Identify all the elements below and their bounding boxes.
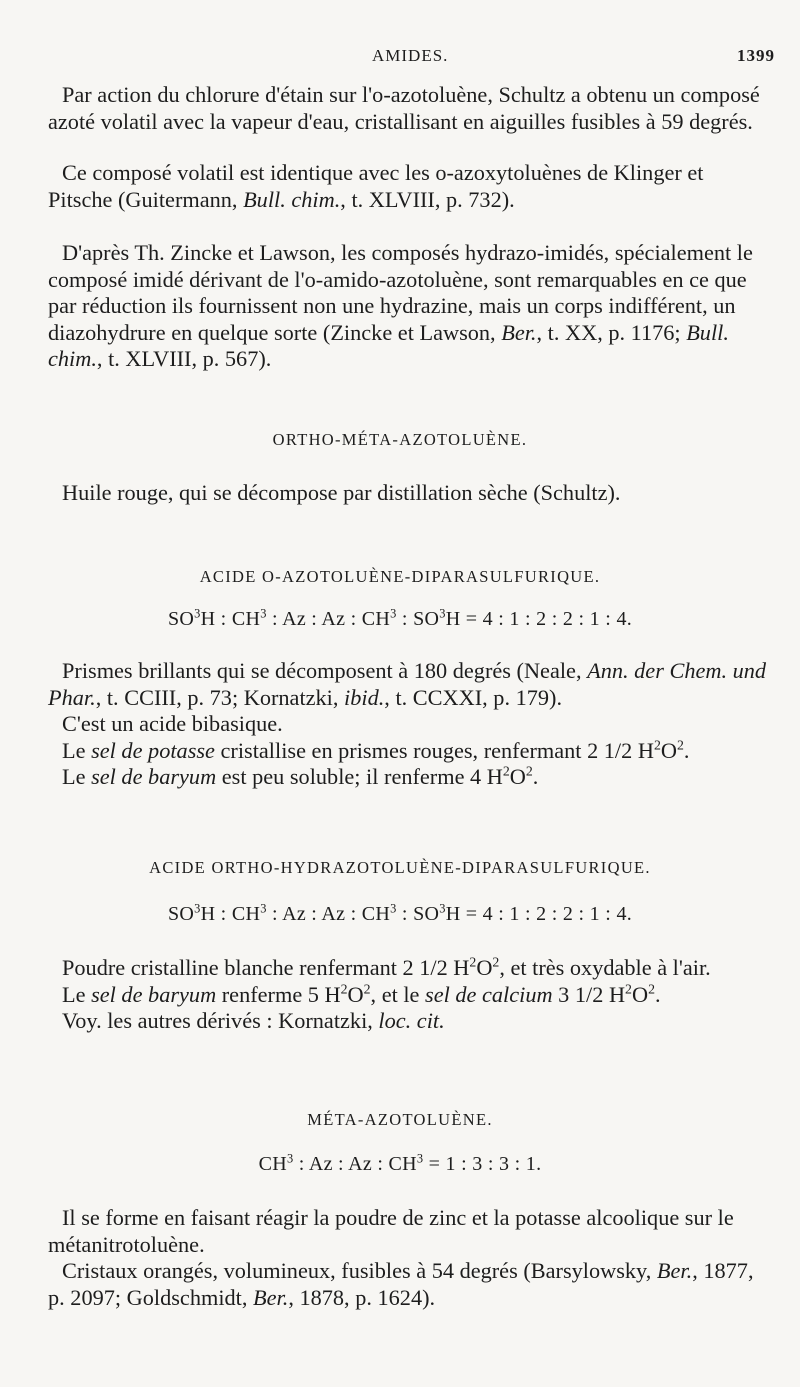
paragraph-schultz: Par action du chlorure d'étain sur l'o-azotoluène, Schultz a obtenu un composé azoté volatil avec la vapeur d'eau, cristallisant en aiguilles fusibles à 59 degrés. <box>48 82 760 134</box>
running-head <box>0 46 800 68</box>
section3-text: Poudre cristalline blanche renfermant 2 1/2 $H^2O^2$, et très oxydable à l'air. Le sel de baryum renferme 5 $H^2O^2$, et le sel de calcium 3 1/2 $H^2O^2$. Voy. les autres dérivés : Kornatzki, loc. cit. <box>62 954 711 1033</box>
section2-text: Prismes brillants qui se décomposent à 180 degrés (Neale, Ann. der Chem. und Phar., t. CCIII, p. 73; Kornatzki, ibid., t. CCXXI, p. 179). C'est un acide bibasique. Le sel de potasse cristallise en prismes rouges, renfermant 2 1/2 $H^2O^2$. Le sel de baryum est peu soluble; il renferme 4 $H^2O^2$. <box>48 658 767 789</box>
heading-ortho-meta-azotoluene: ORTHO-MÉTA-AZOTOLUÈNE. <box>272 430 528 449</box>
formula-section3: $SO^3H$ : $CH^3$ : Az : Az : $CH^3$ : $SO^3H = 4$ : 1 : 2 : 2 : 1 : 4. <box>167 901 633 925</box>
paragraph-klinger: Ce composé volatil est identique avec les o-azoxytoluènes de Klinger et Pitsche (Guitermann, Bull. chim., t. XLVIII, p. 732). <box>48 160 704 212</box>
heading-meta-azotoluene: MÉTA-AZOTOLUÈNE. <box>307 1110 493 1129</box>
formula-section4: $CH^3$ : Az : Az : $CH^3 = 1$ : 3 : 3 : 1. <box>258 1151 542 1175</box>
running-title: AMIDES. <box>372 46 449 65</box>
paragraph-zincke: D'après Th. Zincke et Lawson, les composés hydrazo-imidés, spécialement le composé imidé dérivant de l'o-amido-azotoluène, sont remarquables en ce que par réduction ils fournissent non une hydrazine, mais un corps indifférent, un diazohydrure en quelque sorte (Zincke et Lawson, Ber., t. XX, p. 1176; Bull. chim., t. XLVIII, p. 567). <box>48 240 753 371</box>
formula-section2: $SO^3H$ : $CH^3$ : Az : Az : $CH^3$ : $SO^3H = 4$ : 1 : 2 : 2 : 1 : 4. <box>167 606 633 630</box>
page-number: 1399 <box>737 46 775 65</box>
section4-text: Il se forme en faisant réagir la poudre de zinc et la potasse alcoolique sur le métanitrotoluène. Cristaux orangés, volumineux, fusibles à 54 degrés (Barsylowsky, Ber., 1877, p. 2097; Goldschmidt, Ber., 1878, p. 1624). <box>48 1205 754 1310</box>
section1-text: Huile rouge, qui se décompose par distillation sèche (Schultz). <box>62 480 621 505</box>
heading-acide-ortho-hydrazotoluene-diparasulfurique: ACIDE ORTHO-HYDRAZOTOLUÈNE-DIPARASULFURIQUE. <box>149 858 651 877</box>
heading-acide-o-azotoluene-diparasulfurique: ACIDE O-AZOTOLUÈNE-DIPARASULFURIQUE. <box>199 567 601 586</box>
